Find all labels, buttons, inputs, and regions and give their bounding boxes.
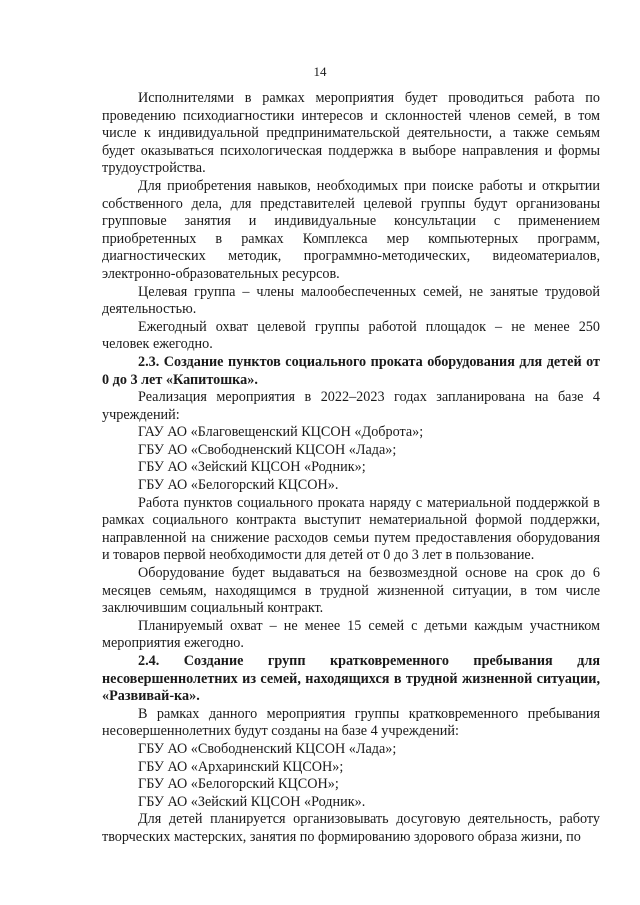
- list-item: ГБУ АО «Свободненский КЦСОН «Лада»;: [138, 740, 397, 757]
- paragraph: Работа пунктов социального проката наряду с материальной поддержкой в рамках социального контракта выступит нематериальной формой поддержки, направленной на снижение расходов семьи путем предоставления оборудования и товаров первой необходимости для детей от 0 до 3 лет в пользование.: [102, 494, 600, 564]
- paragraph: Планируемый охват – не менее 15 семей с детьми каждым участником мероприятия ежегодно.: [102, 617, 600, 652]
- section-heading: 2.4. Создание групп кратковременного пребывания для несовершеннолетних из семей, находящихся в трудной жизненной ситуации, «Развивай-ка».: [102, 653, 600, 705]
- paragraph: Исполнителями в рамках мероприятия будет проводиться работа по проведению психодиагностики интересов и склонностей членов семей, в том числе к индивидуальной предпринимательской деятельности, а также семьям будет оказываться психологическая поддержка в выборе направления и формы трудоустройства.: [102, 90, 600, 177]
- section-heading: 2.3. Создание пунктов социального проката оборудования для детей от 0 до 3 лет «Капитошка».: [102, 353, 600, 388]
- list-item: ГБУ АО «Свободненский КЦСОН «Лада»;: [138, 441, 397, 458]
- list-item: ГБУ АО «Зейский КЦСОН «Родник»;: [138, 459, 366, 476]
- paragraph: Оборудование будет выдаваться на безвозмездной основе на срок до 6 месяцев семьям, находящимся в трудной жизненной ситуации, в том числе заключившим социальный контракт.: [102, 565, 600, 617]
- list-item: ГБУ АО «Архаринский КЦСОН»;: [138, 758, 344, 775]
- paragraph: Реализация мероприятия в 2022–2023 годах запланирована на базе 4 учреждений:: [102, 389, 600, 423]
- paragraph: В рамках данного мероприятия группы кратковременного пребывания несовершеннолетних будут созданы на базе 4 учреждений:: [102, 705, 600, 740]
- list-item: ГБУ АО «Зейский КЦСОН «Родник».: [138, 793, 366, 810]
- list-item: ГАУ АО «Благовещенский КЦСОН «Доброта»;: [138, 424, 424, 441]
- paragraph: Для приобретения навыков, необходимых при поиске работы и открытии собственного дела, для представителей целевой группы будут организованы групповые занятия и индивидуальные консультации с применением приобретенных в рамках Комплекса мер компьютерных программ, диагностических методик, программно-методических, видеоматериалов, электронно-образовательных ресурсов.: [102, 177, 600, 282]
- document-body: [102, 90, 600, 847]
- paragraph: Для детей планируется организовывать досуговую деятельность, работу творческих мастерских, занятия по формированию здорового образа жизни, по: [102, 811, 600, 845]
- paragraph: Ежегодный охват целевой группы работой площадок – не менее 250 человек ежегодно.: [102, 318, 600, 353]
- page-number: 14: [313, 64, 327, 79]
- list-item: ГБУ АО «Белогорский КЦСОН».: [138, 477, 339, 494]
- paragraph: Целевая группа – члены малообеспеченных семей, не занятые трудовой деятельностью.: [102, 283, 600, 318]
- list-item: ГБУ АО «Белогорский КЦСОН»;: [138, 776, 339, 793]
